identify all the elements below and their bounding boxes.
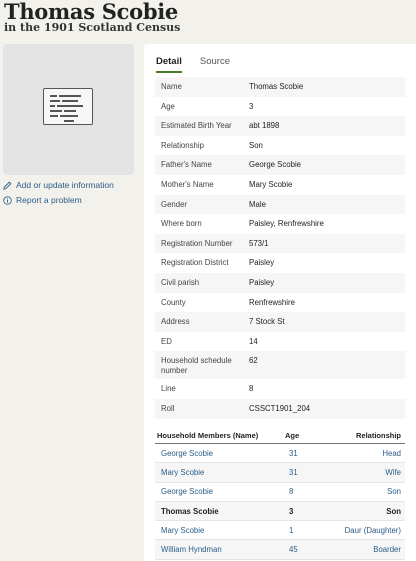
household-row [155,521,405,540]
detail-value: abt 1898 [249,121,280,131]
detail-value: Son [249,140,263,150]
detail-value: CSSCT1901_204 [249,403,311,413]
tab-detail[interactable]: Detail [156,56,182,73]
household-header [155,428,405,444]
member-age: 3 [289,506,294,516]
member-relationship-link[interactable]: Wife [385,467,401,477]
tab-source[interactable]: Source [199,56,230,67]
detail-value: Male [249,199,266,209]
household-header-age: Age [285,431,300,440]
member-name-link[interactable]: George Scobie [161,487,214,497]
member-age-link[interactable]: 31 [289,448,298,458]
detail-row [155,155,405,175]
household-row [155,540,405,559]
detail-value: Thomas Scobie [249,82,304,91]
report-problem-link[interactable] [3,195,82,205]
detail-label: Civil parish [161,277,200,287]
detail-row [155,97,405,117]
detail-label: Mother's Name [161,179,214,189]
member-age-link[interactable]: 31 [289,467,298,477]
detail-value: 3 [249,101,254,111]
detail-value: 7 Stock St [249,317,285,327]
household-table [155,428,405,560]
detail-row [155,136,405,156]
detail-value: Paisley, Renfrewshire [249,219,324,229]
detail-value: Paisley [249,258,275,268]
detail-label: Name [161,82,182,91]
detail-table [155,77,405,419]
detail-label: Roll [161,403,175,413]
detail-value: 62 [249,356,258,366]
household-row [155,463,405,482]
detail-label: Estimated Birth Year [161,121,232,131]
detail-value: 8 [249,384,254,394]
detail-row [155,234,405,254]
record-panel [144,44,416,561]
member-name-link[interactable]: William Hyndman [161,545,222,555]
detail-row [155,293,405,313]
detail-value: Mary Scobie [249,179,293,189]
page-title: Thomas Scobie [4,0,178,24]
pencil-icon [3,181,12,190]
detail-row [155,253,405,273]
detail-label: Gender [161,199,188,209]
report-problem-label: Report a problem [16,195,82,205]
detail-label: Address [161,317,190,327]
detail-label: ED [161,336,172,346]
detail-label: County [161,297,186,307]
detail-value: Paisley [249,277,275,287]
detail-row [155,175,405,195]
member-relationship-link[interactable]: Boarder [373,545,401,555]
member-age-link[interactable]: 1 [289,525,294,535]
detail-row [155,116,405,136]
detail-row [155,351,405,379]
member-name-link[interactable]: Mary Scobie [161,525,205,535]
add-update-label: Add or update information [16,180,114,190]
document-icon [43,88,93,125]
detail-label: Registration District [161,258,229,268]
detail-label: Line [161,384,176,394]
member-name-link[interactable]: Mary Scobie [161,467,205,477]
detail-label: Where born [161,219,202,229]
info-icon [3,196,12,205]
member-name: Thomas Scobie [161,506,219,516]
detail-label: Relationship [161,140,204,150]
detail-value: Renfrewshire [249,297,295,307]
household-row [155,483,405,502]
record-image-placeholder [3,44,134,175]
detail-value: 14 [249,336,258,346]
detail-row [155,379,405,399]
detail-label: Household schedule number [161,356,232,375]
household-row-current [155,502,405,521]
tab-bar [156,56,230,73]
page-subtitle: in the 1901 Scotland Census [4,21,181,34]
detail-row [155,312,405,332]
member-age-link[interactable]: 8 [289,487,294,497]
detail-row [155,195,405,215]
household-row [155,444,405,463]
detail-label: Registration Number [161,238,233,248]
member-relationship-link[interactable]: Head [382,448,401,458]
detail-label: Father's Name [161,160,212,170]
add-update-link[interactable] [3,180,114,190]
detail-row [155,77,405,97]
detail-row [155,399,405,419]
household-header-name: Household Members (Name) [157,431,259,440]
member-name-link[interactable]: George Scobie [161,448,214,458]
detail-row [155,332,405,352]
member-relationship-link[interactable]: Daur (Daughter) [344,525,401,535]
member-relationship-link[interactable]: Son [387,487,401,497]
detail-row [155,214,405,234]
household-header-relationship: Relationship [355,431,401,440]
detail-label: Age [161,101,175,111]
detail-value: George Scobie [249,160,302,170]
member-relationship: Son [386,506,401,516]
member-age-link[interactable]: 45 [289,545,298,555]
detail-row [155,273,405,293]
detail-value: 573/1 [249,238,269,248]
